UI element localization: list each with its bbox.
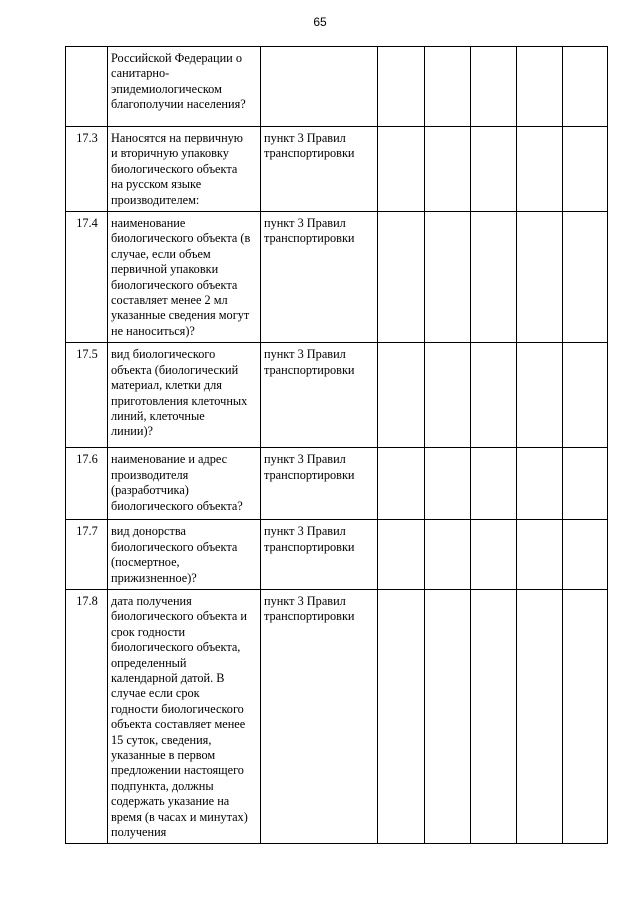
notes-cell [563,448,608,520]
item-number [66,47,108,127]
item-number: 17.3 [66,127,108,212]
answer-na-cell [471,127,517,212]
table-row [66,343,608,448]
answer-na-cell [471,448,517,520]
legal-reference: пункт 3 Правил транспортировки [261,520,378,590]
question-text: вид донорства биологического объекта (посмертное, прижизненное)? [108,520,261,590]
question-text: наименование и адрес производителя (разработчика) биологического объекта? [108,448,261,520]
item-number: 17.6 [66,448,108,520]
answer-extra-cell [517,448,563,520]
legal-reference: пункт 3 Правил транспортировки [261,448,378,520]
table-row [66,589,608,844]
answer-no-cell [425,448,471,520]
legal-reference [261,47,378,127]
answer-no-cell [425,343,471,448]
answer-na-cell [471,589,517,844]
answer-na-cell [471,47,517,127]
notes-cell [563,47,608,127]
page-number: 65 [313,15,327,29]
answer-yes-cell [378,589,425,844]
answer-yes-cell [378,448,425,520]
answer-extra-cell [517,127,563,212]
answer-no-cell [425,47,471,127]
table-row [66,520,608,590]
question-text: Российской Федерации о санитарно- эпидемиологическом благополучии населения? [108,47,261,127]
answer-yes-cell [378,127,425,212]
legal-reference: пункт 3 Правил транспортировки [261,343,378,448]
table-row [66,127,608,212]
item-number: 17.7 [66,520,108,590]
answer-na-cell [471,520,517,590]
question-text: Наносятся на первичную и вторичную упаковку биологического объекта на русском языке производителем: [108,127,261,212]
legal-reference: пункт 3 Правил транспортировки [261,127,378,212]
answer-na-cell [471,343,517,448]
item-number: 17.4 [66,212,108,343]
notes-cell [563,127,608,212]
answer-extra-cell [517,589,563,844]
table-row [66,47,608,127]
answer-na-cell [471,212,517,343]
question-text: вид биологического объекта (биологический материал, клетки для приготовления клеточных линий, клеточные линии)? [108,343,261,448]
item-number: 17.8 [66,589,108,844]
answer-extra-cell [517,212,563,343]
answer-yes-cell [378,212,425,343]
checklist-table [65,46,608,844]
notes-cell [563,589,608,844]
answer-yes-cell [378,343,425,448]
answer-extra-cell [517,520,563,590]
legal-reference: пункт 3 Правил транспортировки [261,212,378,343]
table-row [66,448,608,520]
legal-reference: пункт 3 Правил транспортировки [261,589,378,844]
answer-no-cell [425,212,471,343]
question-text: наименование биологического объекта (в случае, если объем первичной упаковки биологического объекта составляет менее 2 мл указанные сведения могут не наноситься)? [108,212,261,343]
answer-extra-cell [517,47,563,127]
item-number: 17.5 [66,343,108,448]
table-row [66,212,608,343]
answer-extra-cell [517,343,563,448]
notes-cell [563,212,608,343]
answer-no-cell [425,520,471,590]
answer-no-cell [425,589,471,844]
answer-yes-cell [378,47,425,127]
notes-cell [563,520,608,590]
answer-yes-cell [378,520,425,590]
notes-cell [563,343,608,448]
answer-no-cell [425,127,471,212]
question-text: дата получения биологического объекта и срок годности биологического объекта, определенный календарной датой. В случае если срок годности биологического объекта составляет менее 15 суток, сведения, указанные в первом предложении настоящего подпункта, должны содержать указание на время (в часах и минутах) получения [108,589,261,844]
